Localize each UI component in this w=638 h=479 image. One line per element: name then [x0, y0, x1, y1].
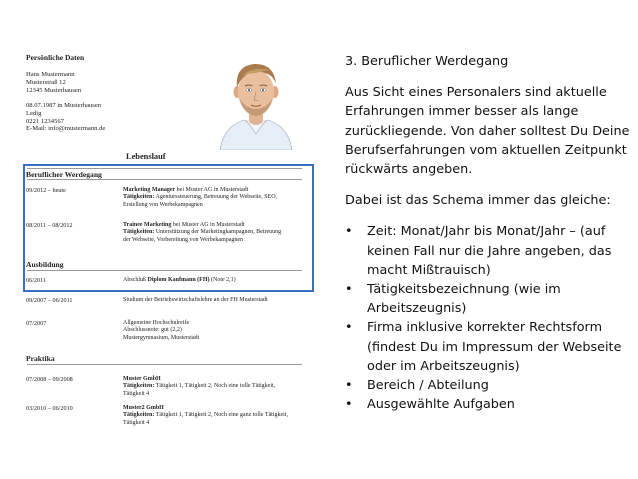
bullet-icon: •	[345, 320, 353, 336]
list-item: • Ausgewählte Aufgaben	[345, 395, 630, 414]
werdegang-entry-1: Marketing Manager bei Muster AG in Musterstadt Tätigkeiten: Agenturssteuerung, Betreuung der Webseite, SEO, Erstellung von Werbekampagnen	[123, 187, 278, 208]
ausbildung-entry-1: Abschluß Diplom Kaufmann (FH) (Note 2,1)	[123, 277, 236, 283]
cv-heading: Lebenslauf	[126, 152, 166, 161]
explanation-panel	[345, 52, 630, 414]
werdegang-date-2: 08/2011 – 08/2012	[26, 222, 73, 229]
list-item: • Firma inklusive korrekter Rechtsform (findest Du im Impressum der Webseite oder im Arbeitszeugnis)	[345, 320, 622, 374]
bullet-icon: •	[345, 224, 353, 240]
personal-phone: 0221 1234567	[26, 117, 64, 125]
bullet-icon: •	[345, 378, 353, 394]
section-werdegang-title: Beruflicher Werdegang	[26, 170, 102, 179]
paragraph-intro: Aus Sicht eines Personalers sind aktuelle Erfahrungen immer besser als lange zurückliegende. Von daher solltest Du Deine Berufserfahrungen vom aktuellen Zeitpunkt rückwärts angeben.	[345, 85, 630, 178]
bullet-icon: •	[345, 397, 353, 413]
bullet-icon: •	[345, 282, 353, 298]
section-ausbildung-title: Ausbildung	[26, 260, 64, 269]
werdegang-highlight-box	[23, 164, 314, 292]
werdegang-date-1: 09/2012 – heute	[26, 187, 66, 194]
slide-heading: 3. Beruflicher Werdegang	[345, 54, 509, 69]
personal-birth: 08.07.1987 in Musterhausen	[26, 101, 102, 109]
cv-document	[20, 48, 320, 438]
ausbildung-entry-3: Allgemeine Hochschulreife Abschlussnote: gut (2,2) Mustergymnasium, Musterstadt	[123, 320, 200, 341]
personal-email: E-Mail: info@mustermann.de	[26, 125, 106, 133]
ausbildung-date-2: 09/2007 – 06/2011	[26, 297, 73, 304]
personal-name: Hans Mustermann	[26, 71, 75, 78]
werdegang-entry-2: Trainee Marketing bei Muster AG in Musterstadt Tätigkeiten: Unterstützung der Marketingkampagnen, Betreuung der Webseite, Vorbereitung von Werbekampagnen	[123, 222, 282, 243]
ausbildung-date-3: 07/2007	[26, 320, 47, 327]
personal-city: 12345 Musterhausen	[26, 86, 82, 94]
paragraph-schema: Dabei ist das Schema immer das gleiche:	[345, 193, 611, 209]
section-praktika-title: Praktika	[26, 354, 55, 363]
list-item: • Zeit: Monat/Jahr bis Monat/Jahr – (auf keinen Fall nur die Jahre angeben, das macht Mißtrauisch)	[345, 224, 612, 278]
list-item: • Tätigkeitsbezeichnung (wie im Arbeitszeugnis)	[345, 282, 561, 317]
personal-street: Musterstraß 12	[26, 78, 66, 86]
ausbildung-entry-2: Studium der Betriebswirtschaftslehre an der FH Musterstadt	[123, 297, 268, 303]
praktika-entry-2: Muster2 GmbH Tätigkeiten: Tätigkeit 1, Tätigkeit 2, Noch eine ganz tolle Tätigkeit, Tätigkeit 4	[123, 405, 288, 426]
list-item: • Bereich / Abteilung	[345, 376, 630, 395]
personal-data-block	[26, 71, 105, 133]
bullet-list	[345, 222, 630, 414]
praktika-entry-1: Muster GmbH Tätigkeiten: Tätigkeit 1, Tätigkeit 2, Noch eine tolle Tätigkeit, Tätigkeit 4	[123, 376, 276, 397]
personal-status: Ledig	[26, 109, 42, 117]
praktika-date-1: 07/2008 – 09/2008	[26, 376, 73, 383]
praktika-date-2: 03/2010 – 06/2010	[26, 405, 73, 412]
divider-line	[27, 364, 302, 365]
personal-data-title: Persönliche Daten	[26, 53, 85, 62]
portrait-photo	[216, 54, 296, 150]
ausbildung-date-1: 06/2011	[26, 277, 47, 284]
